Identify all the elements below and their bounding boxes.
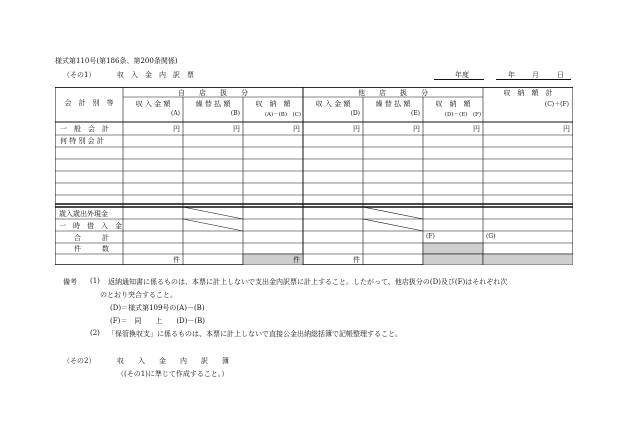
form-number: 様式第110号(第186条、第200条関係) <box>55 57 178 65</box>
sub-header-code: (A)－(B) (C) <box>264 112 301 118</box>
sub-header-label: 収 入 金 額 <box>315 100 351 108</box>
row-label-special: 何 特 別 会 計 <box>60 137 104 145</box>
header-shuno-total: 収 納 額 計 <box>503 89 553 97</box>
note-formula-1: (D)＝様式第109号の(A)－(B) <box>110 304 205 312</box>
row-label-temp-loan: 一 時 借 入 金 <box>59 222 122 230</box>
yen-unit: 円 <box>173 125 180 133</box>
part1-label: （その1） <box>63 71 96 79</box>
yen-unit: 円 <box>413 125 420 133</box>
yen-unit: 円 <box>293 125 300 133</box>
fiscal-year-label: 年度 <box>455 71 469 79</box>
part2-note: （(その1)に準じて作成すること。） <box>117 370 229 378</box>
sub-header-code: (B) <box>230 110 240 117</box>
sub-header-code: (D) <box>350 110 360 117</box>
date-year-label: 年 <box>508 71 515 79</box>
note-1-line-2: のとおり突合すること。 <box>100 291 177 299</box>
date-month-label: 月 <box>532 71 539 79</box>
part2-title: 収 入 金 内 訳 簿 <box>117 357 229 365</box>
sub-header-label: 繰 替 払 額 <box>195 100 231 108</box>
ken-unit: 件 <box>353 256 360 264</box>
row-label-outside-cash: 歳入歳出外現金 <box>59 210 108 218</box>
note-2-number: (2) <box>90 329 100 337</box>
yen-unit: 円 <box>353 125 360 133</box>
note-1-line-1: 返納通知書に係るものは、本票に計上しないで支出金内訳票に計上すること。したがって、他店扱分の(D)及び(F)はそれぞれ次 <box>108 278 508 286</box>
mark-f: (F) <box>426 233 435 240</box>
sub-header-code: (D)－(E) (F) <box>444 112 481 118</box>
note-2-text: 「保管換収支」に係るものは、本票に計上しないで直接公金出納総括簿で記帳整理すること。 <box>108 330 402 338</box>
yen-unit: 円 <box>563 125 570 133</box>
yen-unit: 円 <box>233 125 240 133</box>
mark-g: (G) <box>486 233 496 240</box>
sub-header-label: 繰 替 払 額 <box>375 100 411 108</box>
header-account: 会 計 別 等 <box>64 99 114 107</box>
sub-header-label: 収 納 額 <box>255 100 291 108</box>
date-day-label: 日 <box>557 71 564 79</box>
row-label-general: 一 般 会 計 <box>60 125 109 133</box>
yen-unit: 円 <box>473 125 480 133</box>
header-taten: 他 店 扱 分 <box>358 89 428 97</box>
note-formula-2: (F)＝ 同 上 (D)－(B) <box>110 317 205 325</box>
sub-header-code: (A) <box>170 110 180 117</box>
notes-label: 備考 <box>63 278 77 286</box>
header-shuno-total-formula: (C)＋(F) <box>544 101 569 108</box>
row-label-count: 件 数 <box>74 245 109 253</box>
note-1-number: (1) <box>90 277 100 285</box>
sub-header-label: 収 納 額 <box>435 100 471 108</box>
sub-header-code: (E) <box>410 110 420 117</box>
sub-header-label: 収 入 金 額 <box>135 100 171 108</box>
row-label-total: 合 計 <box>74 234 109 242</box>
form-title: 収 入 金 内 訳 票 <box>117 71 194 79</box>
ken-unit: 件 <box>173 256 180 264</box>
ken-unit: 件 <box>293 256 300 264</box>
part2-label: （その2） <box>63 357 96 365</box>
header-jiten: 自 店 扱 分 <box>178 89 248 97</box>
